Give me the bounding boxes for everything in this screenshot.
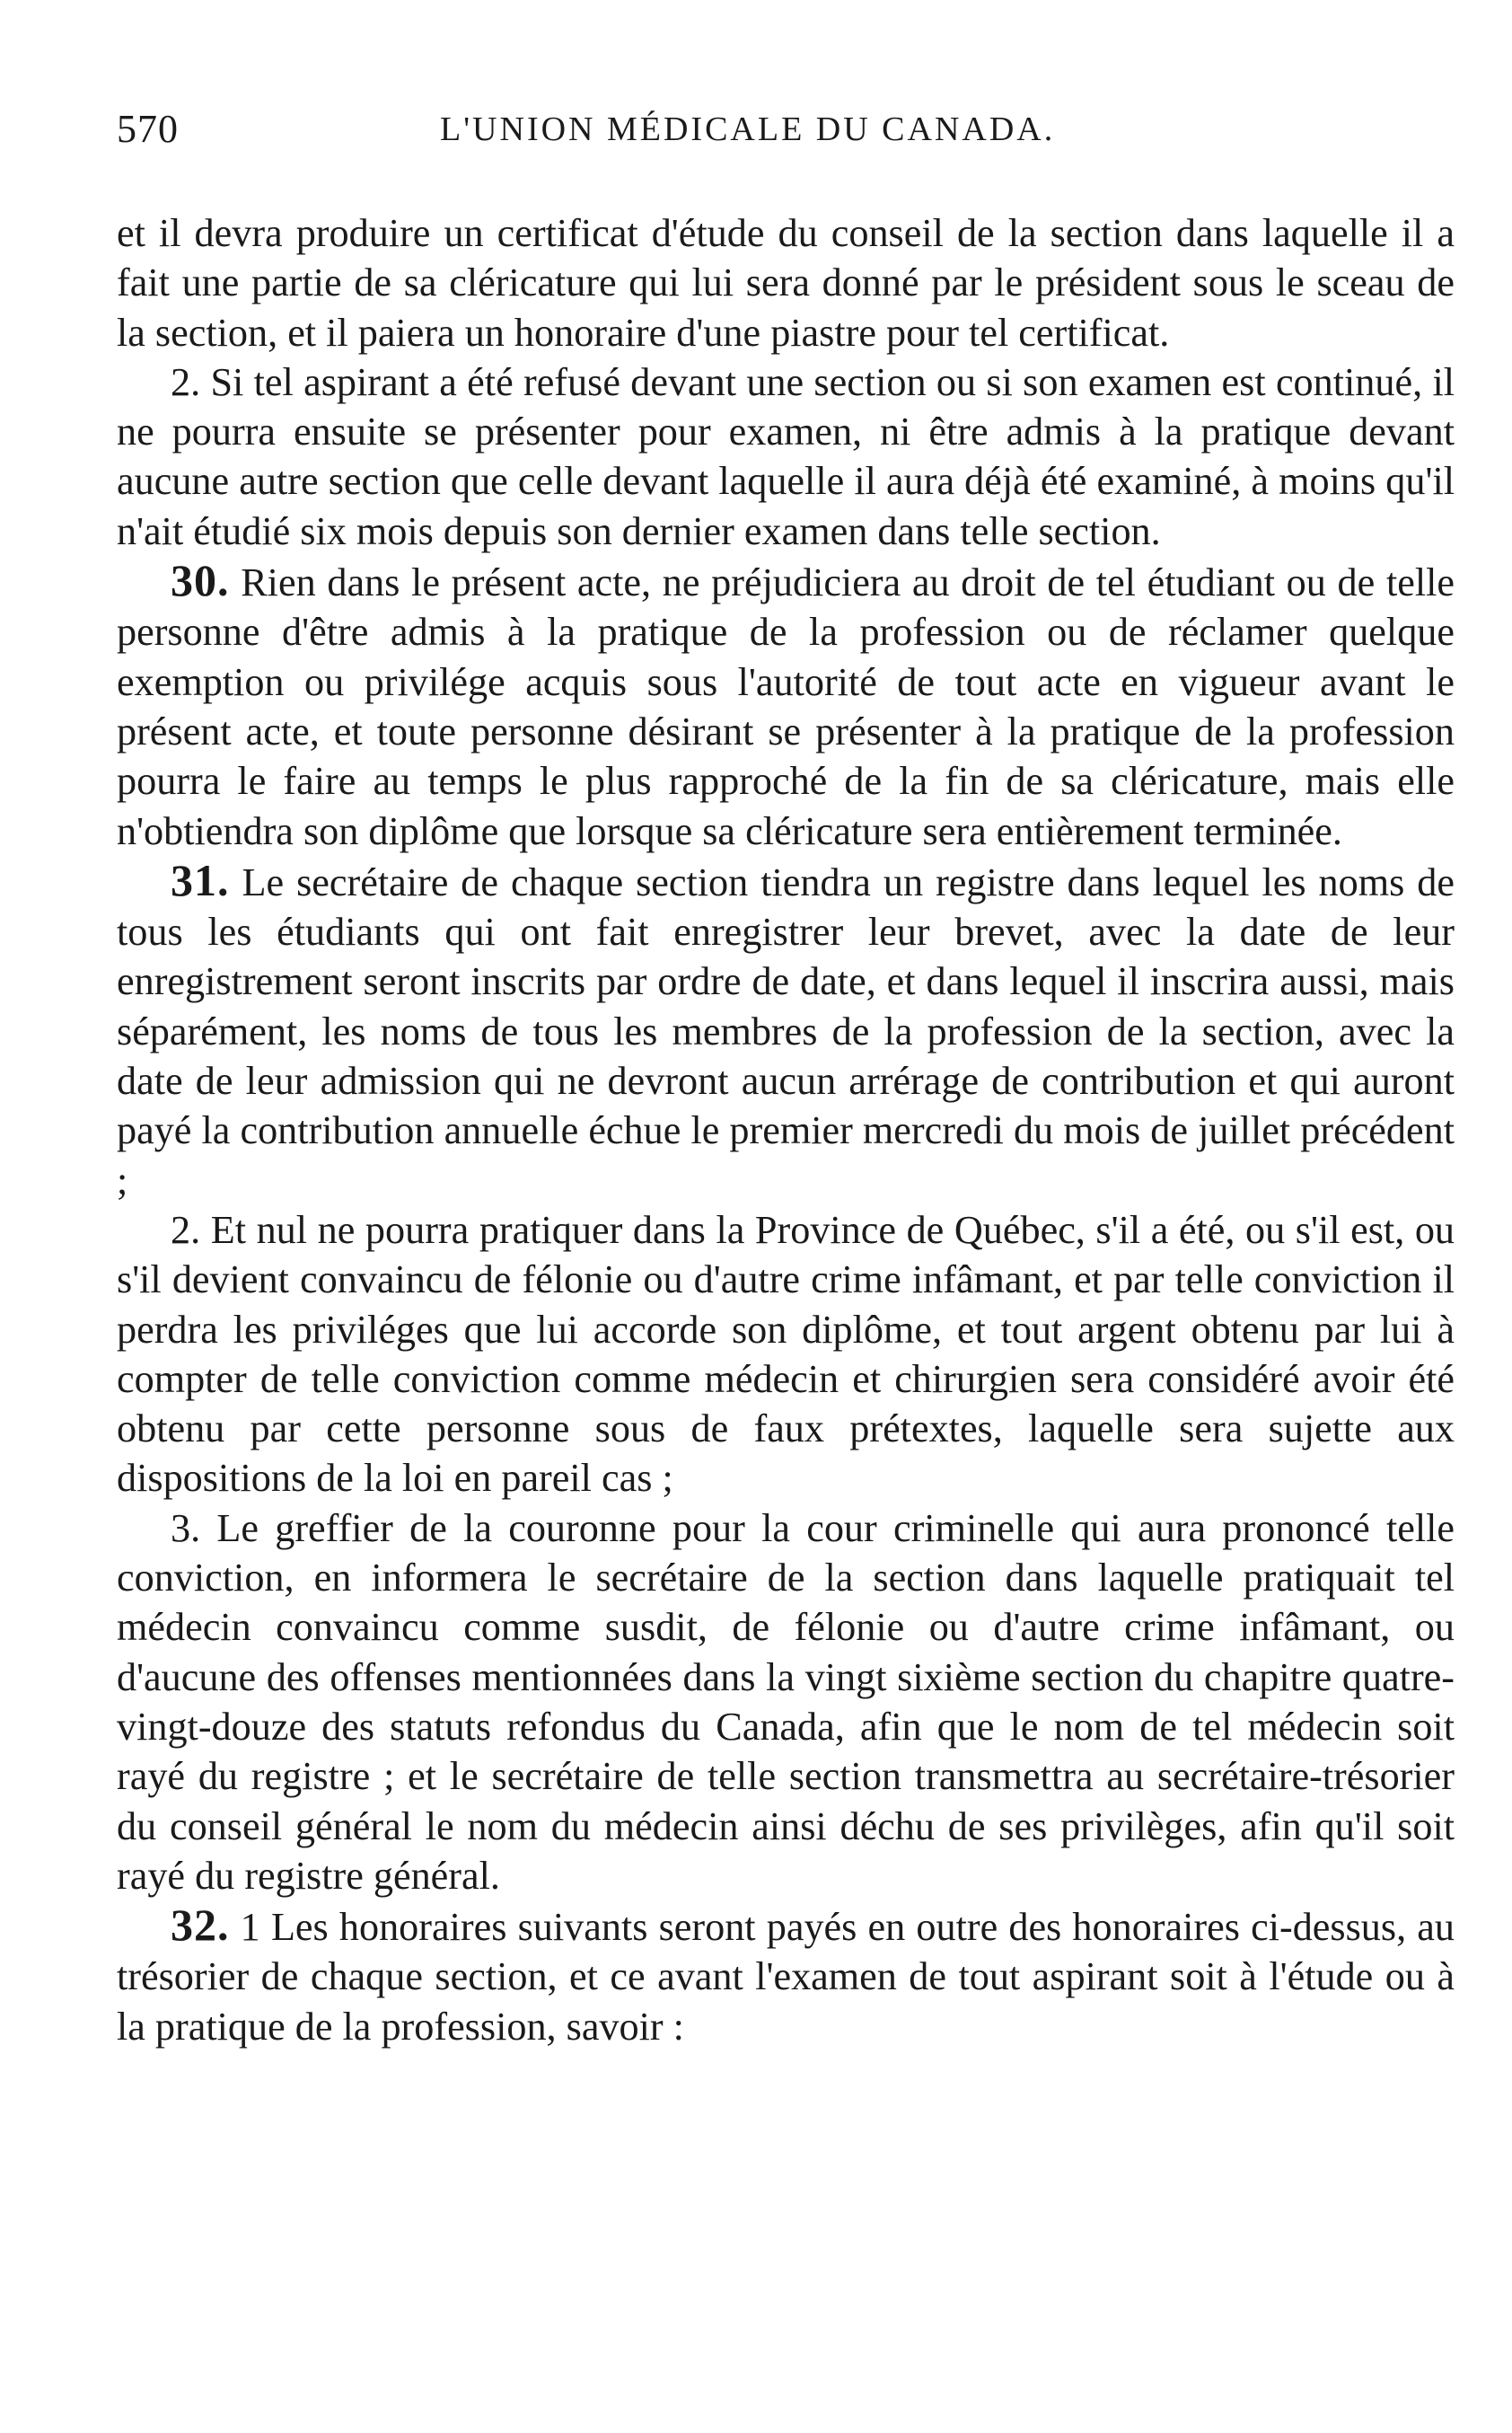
paragraph-subsection-3 — [117, 1503, 1455, 1900]
paragraph-text: Les honoraires suivants seront payés en outre des honoraires ci-dessus, au trésorier de chaque section, et ce avant l'examen de tout aspirant soit à l'étude ou à la pratique de la profession, savoir : — [117, 1905, 1455, 2049]
paragraph-subsection-2 — [117, 357, 1455, 556]
paragraph-text: Si tel aspirant a été refusé devant une section ou si son examen est continué, il ne pourra ensuite se présenter pour examen, ni être admis à la pratique devant aucune autre section que celle devant laquelle il aura déjà été examiné, à moins qu'il n'ait étudié six mois depuis son dernier examen dans telle section. — [117, 359, 1455, 553]
subsection-number: 3. — [171, 1505, 201, 1550]
subsection-number: 2. — [171, 359, 201, 404]
subsection-number: 2. — [171, 1207, 201, 1252]
paragraph-article-30 — [117, 556, 1455, 856]
running-head — [117, 106, 1455, 169]
paragraph-article-32 — [117, 1900, 1455, 2051]
article-number: 31. — [171, 854, 230, 905]
paragraph-text: Le secrétaire de chaque section tiendra un registre dans lequel les noms de tous les étudiants qui ont fait enregistrer leur brevet, avec la date de leur enregistrement seront inscrits par ordre de date, et dans lequel il inscrira aussi, mais séparément, les noms de tous les membres de la profession de la section, avec la date de leur admission qui ne devront aucun arrérage de contribution et qui auront payé la contribution annuelle échue le premier mercredi du mois de juillet précédent ; — [117, 859, 1455, 1203]
paragraph-text: Le greffier de la couronne pour la cour criminelle qui aura prononcé telle conviction, en informera le secrétaire de la section dans laquelle pratiquait tel médecin convaincu comme susdit, de félonie ou d'autre crime infâmant, ou d'aucune des offenses mentionnées dans la vingt sixième section du chapitre quatre-vingt-douze des statuts refondus du Canada, afin que le nom de tel médecin soit rayé du registre ; et le secrétaire de telle section transmettra au secrétaire-trésorier du conseil général le nom du médecin ainsi déchu de ses privilèges, afin qu'il soit rayé du registre général. — [117, 1505, 1455, 1898]
paragraph-text: Rien dans le présent acte, ne préjudiciera au droit de tel étudiant ou de telle personne d'être admis à la pratique de la profession ou de réclamer quelque exemption ou privilége acquis sous l'autorité de tout acte en vigueur avant le présent acte, et toute personne désirant se présenter à la pratique de la profession pourra le faire au temps le plus rapproché de la fin de sa cléricature, mais elle n'obtiendra son diplôme que lorsque sa cléricature sera entièrement terminée. — [117, 560, 1455, 853]
paragraph-subsection-2b — [117, 1205, 1455, 1503]
paragraph-article-31 — [117, 856, 1455, 1205]
article-number: 30. — [171, 555, 230, 606]
subsection-number: 1 — [240, 1905, 260, 1950]
paragraph-text: Et nul ne pourra pratiquer dans la Province de Québec, s'il a été, ou s'il est, ou s'il devient convaincu de félonie ou d'autre crime infâmant, et par telle conviction il perdra les priviléges que lui accorde son diplôme, et tout argent obtenu par lui à compter de telle conviction comme médecin et chirurgien sera considéré avoir été obtenu par cette personne sous de faux prétextes, laquelle sera sujette aux dispositions de la loi en pareil cas ; — [117, 1207, 1455, 1501]
body-text — [117, 208, 1455, 2051]
journal-title: L'UNION MÉDICALE DU CANADA. — [440, 110, 1056, 148]
article-number: 32. — [171, 1900, 230, 1951]
page-number: 570 — [117, 107, 179, 151]
page — [117, 106, 1455, 2051]
paragraph-continuation — [117, 208, 1455, 357]
paragraph-text: et il devra produire un certificat d'étude du conseil de la section dans laquelle il a fait une partie de sa cléricature qui lui sera donné par le président sous le sceau de la section, et il paiera un honoraire d'une piastre pour tel certificat. — [117, 211, 1455, 355]
